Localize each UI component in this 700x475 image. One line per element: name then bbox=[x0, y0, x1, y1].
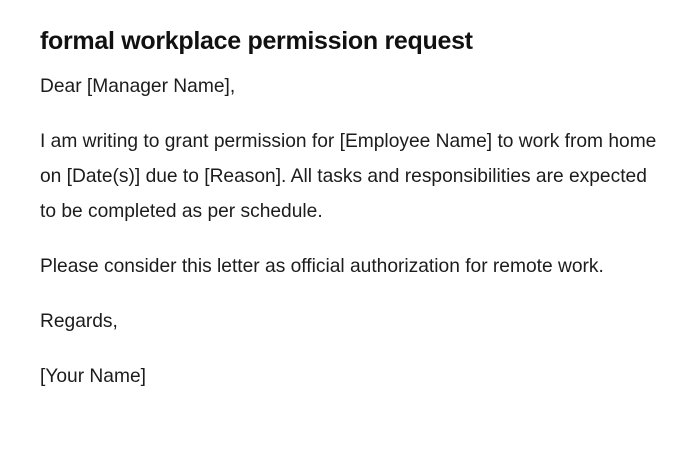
letter-body-paragraph-2: Please consider this letter as official authorization for remote work. bbox=[40, 256, 604, 277]
letter-salutation: Dear [Manager Name], bbox=[40, 76, 236, 97]
letter-document bbox=[40, 22, 660, 394]
letter-body-paragraph-1: I am writing to grant permission for [Employee Name] to work from home on [Date(s)] due to [Reason]. All tasks and responsibilities are expected to be completed as per schedule. bbox=[40, 131, 657, 222]
letter-closing: Regards, bbox=[40, 311, 118, 332]
document-title: formal workplace permission request bbox=[40, 27, 473, 55]
letter-signature: [Your Name] bbox=[40, 366, 146, 387]
